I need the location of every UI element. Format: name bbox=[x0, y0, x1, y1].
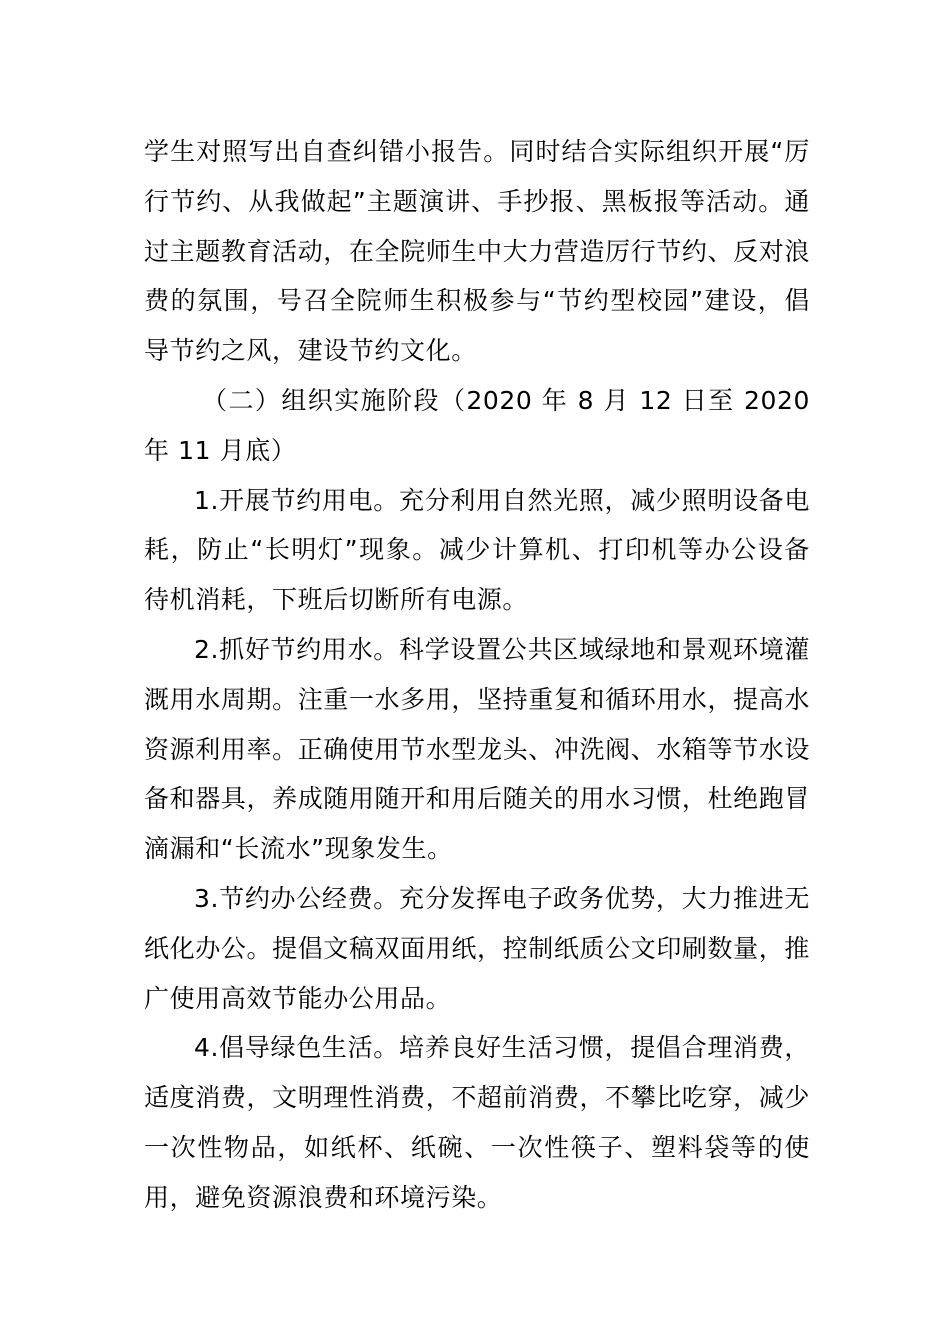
paragraph-intro-continuation: 学生对照写出自查纠错小报告。同时结合实际组织开展“厉行节约、从我做起”主题演讲、手抄报、黑板报等活动。通过主题教育活动，在全院师生中大力营造厉行节约、反对浪费的氛围，号召全院师生积极参与“节约型校园”建设，倡导节约之风，建设节约文化。 bbox=[144, 137, 810, 366]
document-body bbox=[144, 127, 810, 1223]
list-item-office-expenses: 3.节约办公经费。充分发挥电子政务优势，大力推进无纸化办公。提倡文稿双面用纸，控制纸质公文印刷数量，推广使用高效节能办公用品。 bbox=[144, 883, 810, 1013]
list-item-green-living: 4.倡导绿色生活。培养良好生活习惯，提倡合理消费，适度消费，文明理性消费，不超前消费，不攀比吃穿，减少一次性物品，如纸杯、纸碗、一次性筷子、塑料袋等的使用，避免资源浪费和环境污染。 bbox=[144, 1033, 810, 1212]
section-heading-implementation-stage: （二）组织实施阶段（2020 年 8 月 12 日至 2020 年 11 月底） bbox=[144, 385, 810, 465]
list-item-electricity: 1.开展节约用电。充分利用自然光照，减少照明设备电耗，防止“长明灯”现象。减少计算机、打印机等办公设备待机消耗，下班后切断所有电源。 bbox=[144, 485, 810, 615]
list-item-water: 2.抓好节约用水。科学设置公共区域绿地和景观环境灌溉用水周期。注重一水多用，坚持重复和循环用水，提高水资源利用率。正确使用节水型龙头、冲洗阀、水箱等节水设备和器具，养成随用随开和用后随关的用水习惯，杜绝跑冒滴漏和“长流水”现象发生。 bbox=[144, 634, 810, 864]
